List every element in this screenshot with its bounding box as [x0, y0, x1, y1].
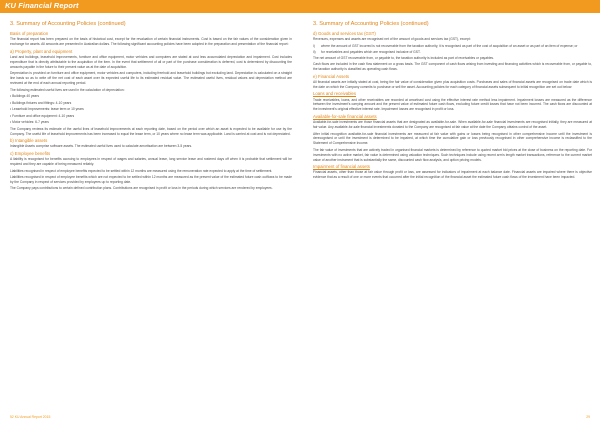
- loans-paragraph: Trade receivables, loans, and other receivables are recorded at amortised cost using the effective interest rate method less impairment. Impairment losses are measured as the difference between the investment's carrying amount and the present value of estimated future cash flows, excluding future credit losses that have not been incurred. The cash flows are discounted at the investment's original effective interest rate. Impairment losses are recognised in profit or loss.: [313, 97, 592, 112]
- useful-life-item: • Buildings fixtures and fittings: 4-10 years: [10, 100, 72, 105]
- gst-list-item: [313, 50, 592, 55]
- basis-paragraph: The financial report has been prepared on the basis of historical cost, except for the revaluation of certain financial instruments. Cost is based on the fair values of the consideration given in exchange for assets. All amounts are presented in Australian dollars. The following significant accounting policies have been adopted in the preparation and presentation of the financial report:: [10, 37, 292, 47]
- financial-assets-paragraph: All financial assets are initially stated at cost, being the fair value of consideration given plus acquisition costs. Purchases and sales of financial assets are recognised on trade date which is the date on which the Company commits to purchase or sell the asset. Accounting policies for each category of financial assets subsequent to initial recognition are set out below:: [313, 79, 592, 89]
- useful-life-item: • Motor vehicles: 6-7 years: [10, 120, 49, 125]
- list-marker: i): [313, 43, 315, 48]
- afs-paragraph-1: Available-for-sale investments are those financial assets that are designated as available-for-sale. When available-for-sale financial investments are recognised initially, they are measured at fair value. Any available-for-sale financial investments donated to the Company are recognised at fair value at the date the Company obtains control of the asset.: [313, 120, 592, 130]
- ppe-paragraph-4: The Company reviews its estimate of the useful lives of leasehold improvements at each reporting date, based on the period over which an asset is expected to be available for use by the Company. The useful life of leasehold improvements has been increased to equal the lease term, or 10 years where no lease term was applicable. Land is carried at cost and is not depreciated.: [10, 126, 292, 136]
- list-text: for receivables and payables which are recognised inclusive of GST.: [321, 49, 421, 54]
- financial-assets-heading: e) Financial Assets: [313, 73, 350, 79]
- intangible-heading: b) Intangible assets: [10, 138, 48, 144]
- employee-heading: c) Employee benefits: [10, 150, 51, 156]
- list-marker: ii): [313, 49, 316, 54]
- ppe-paragraph-1: Land and buildings, leasehold improvements, furniture and office equipment, motor vehicles and computers are stated at cost less accumulated depreciation and impairment. Cost includes expenditure that is directly attributable to the acquisition of the item. In the event that settlement of all or part of the purchase consideration is deferred, cost is determined by discounting the amounts payable in the future to their present value as at the date of acquisition.: [10, 55, 292, 69]
- footer-left: 52 KU Annual Report 2015: [10, 415, 51, 419]
- page-number: 29: [586, 415, 590, 419]
- useful-life-item: • Buildings 40 years: [10, 94, 40, 99]
- ppe-heading: a) Property, plant and equipment: [10, 48, 73, 54]
- impairment-heading: Impairment of financial assets: [313, 164, 370, 170]
- employee-paragraph-1: A liability is recognised for benefits accruing to employees in respect of wages and salaries, annual leave, long service leave and rostered days off when it is probable that settlement will be required and they are capable of being measured reliably.: [10, 157, 292, 167]
- left-column: [10, 21, 292, 193]
- gst-paragraph-3: Cash flows are included in the cash flow statement on a gross basis. The GST component of cash flows arising from investing and financing activities which is recoverable from, or payable to, the taxation authority is classified as operating cash flows.: [313, 62, 592, 72]
- report-title: KU Financial Report: [5, 1, 79, 10]
- ppe-paragraph-2: Depreciation is provided on furniture and office equipment, motor vehicles and computers, including freehold and leasehold buildings but excluding land. Depreciation is calculated on a straight line basis so as to write off the net cost of each asset over its expected useful life to its estimated residual value. The estimated useful lives, residual values and depreciation method are reviewed at the end of each annual reporting period.: [10, 71, 292, 86]
- gst-list-item: [313, 44, 592, 49]
- section-title: 3. Summary of Accounting Policies (continued): [10, 21, 126, 27]
- afs-heading: Available-for-sale financial assets: [313, 113, 377, 119]
- ppe-paragraph-3: The following estimated useful lives are used in the calculation of depreciation:: [10, 87, 125, 92]
- afs-paragraph-3: The fair value of investments that are actively traded in organised financial markets is determined by reference to quoted market bid prices at the close of business on the reporting date. For investments with no active market, fair value is determined using valuation techniques. Such techniques include using recent arm's length market transactions, reference to the current market value of another instrument that is substantially the same, discounted cash flow analysis, and option pricing models.: [313, 147, 592, 162]
- gst-paragraph-2: The net amount of GST recoverable from, or payable to, the taxation authority is included as part of receivables or payables.: [313, 55, 495, 60]
- loans-heading: Loans and receivables: [313, 91, 356, 97]
- impairment-paragraph: Financial assets, other than those at fair value through profit or loss, are assessed for indicators of impairment at each balance date. Financial assets are impaired where there is objective evidence that as a result of one or more events that occurred after the initial recognition of the financial asset the estimated future cash flows of the investment have been impacted.: [313, 170, 592, 180]
- gst-paragraph-1: Revenues, expenses and assets are recognised net of the amount of goods and services tax (GST), except:: [313, 37, 471, 42]
- intangible-paragraph: Intangible Assets comprise software assets. The estimated useful lives used to calculate amortisation are between 3-5 years.: [10, 144, 193, 149]
- basis-heading: Basis of preparation: [10, 31, 49, 36]
- useful-life-item: • Leasehold Improvements: lease term or 10 years: [10, 107, 84, 112]
- afs-paragraph-2: After initial recognition available-for-sale financial investments are measured at fair value with gains or losses being recognised in other comprehensive income until the investment is derecognised or until the investment is determined to be impaired, at which time the cumulative gain or loss previously recognised in other comprehensive income is reclassified to the Statement of Comprehensive Income.: [313, 131, 592, 146]
- employee-paragraph-2: Liabilities recognised in respect of employee benefits expected to be settled within 12 months are measured using the remuneration rate expected to apply at the time of settlement.: [10, 168, 273, 173]
- report-header-bar: [0, 0, 600, 13]
- right-column: [313, 21, 592, 182]
- gst-heading: d) Goods and services tax (GST): [313, 31, 376, 36]
- employee-paragraph-4: The Company pays contributions to certain defined contribution plans. Contributions are recognised in profit or loss in the periods during which services are rendered by employees.: [10, 186, 273, 191]
- employee-paragraph-3: Liabilities recognised in respect of employee benefits which are not expected to be settled within 12 months are measured as the present value of the estimated future cash outflows to be made by the Company in respect of services provided by employees up to reporting date.: [10, 175, 292, 184]
- section-title: 3. Summary of Accounting Policies (continued): [313, 21, 429, 27]
- list-text: where the amount of GST incurred is not recoverable from the taxation authority, it is recognised as part of the cost of acquisition of an asset or as part of an item of expense; or: [321, 43, 578, 48]
- useful-life-item: • Furniture and office equipment: 4-10 years: [10, 113, 75, 118]
